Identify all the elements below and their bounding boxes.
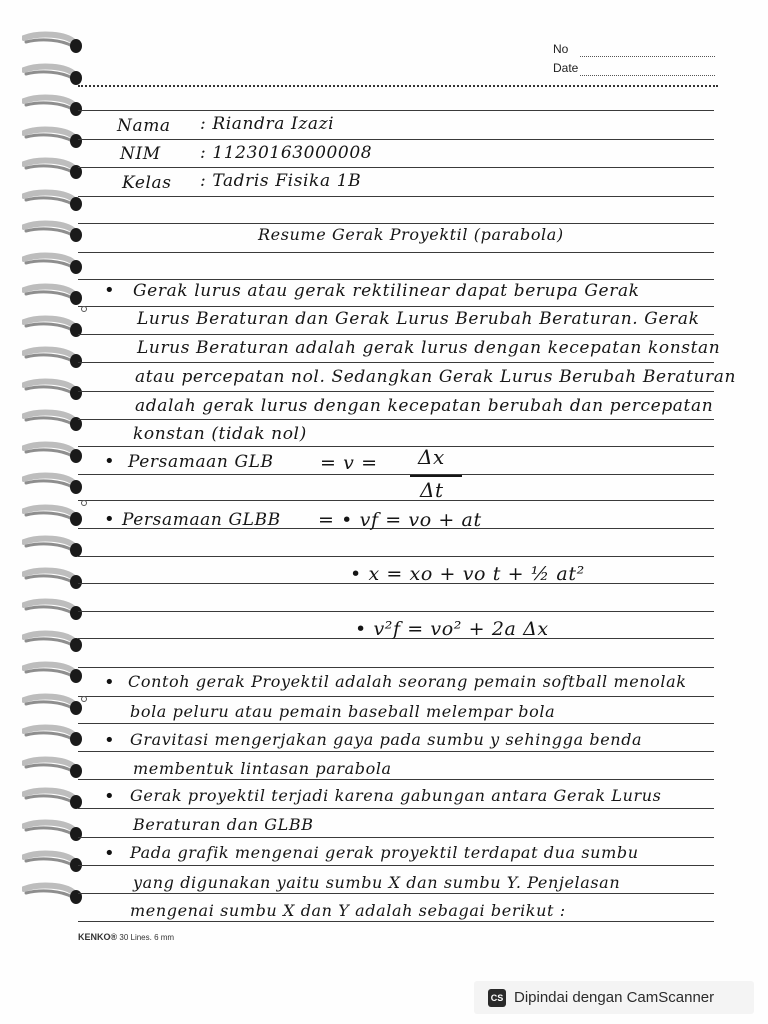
no-line [580,56,715,57]
bullet-line: Contoh gerak Proyektil adalah seorang pemain softball menolak [128,672,687,691]
ruled-line [78,723,714,724]
ruled-line [78,252,714,253]
paragraph1-line: Lurus Beraturan dan Gerak Lurus Berubah Beraturan. Gerak [137,309,700,329]
brand-name: KENKO® [78,932,118,942]
glbb-eq3: • v²f = vo² + 2a Δx [355,618,549,640]
ruled-line [78,893,714,894]
paragraph1-line: Gerak lurus atau gerak rektilinear dapat berupa Gerak [133,281,640,301]
margin-hole [81,500,87,506]
spiral-coil [22,566,84,592]
no-label: No [553,42,569,56]
spiral-coil [22,849,84,875]
nim-label: NIM [120,144,161,164]
date-line [580,75,715,76]
ruled-line [78,779,714,780]
ruled-line [78,611,714,612]
glb-denominator: Δt [420,478,444,502]
kelas-label: Kelas [122,173,172,193]
top-dotted-rule [78,85,718,91]
kelas-value: : Tadris Fisika 1B [200,171,362,191]
ruled-line [78,223,714,224]
ruled-line [78,362,714,363]
bullet-dot: • [104,451,115,472]
ruled-line [78,139,714,140]
spiral-coil [22,440,84,466]
fraction-bar [410,475,462,477]
bullet-dot: • [104,730,115,751]
spiral-coil [22,125,84,151]
bullet-line: Beraturan dan GLBB [133,815,314,834]
spiral-coil [22,786,84,812]
spiral-coil [22,534,84,560]
ruled-line [78,419,714,420]
glb-label: Persamaan GLB [128,452,274,472]
bullet-line: membentuk lintasan parabola [133,759,392,778]
spiral-coil [22,818,84,844]
ruled-line [78,110,714,111]
ruled-line [78,921,714,922]
spiral-coil [22,282,84,308]
bullet-dot: • [104,672,115,693]
ruled-line [78,667,714,668]
spiral-coil [22,377,84,403]
bullet-line: bola peluru atau pemain baseball melempar bola [130,702,556,721]
ruled-line [78,474,714,475]
ruled-line [78,696,714,697]
glbb-eq2: • x = xo + vo t + ½ at² [350,563,585,585]
page-title: Resume Gerak Proyektil (parabola) [258,225,564,244]
bullet-dot: • [104,843,115,864]
spiral-coil [22,660,84,686]
ruled-line [78,808,714,809]
ruled-line [78,279,714,280]
spiral-coil [22,62,84,88]
spiral-binding [22,30,92,930]
spiral-coil [22,219,84,245]
spiral-coil [22,597,84,623]
ruled-line [78,556,714,557]
camscanner-watermark [474,981,754,1014]
margin-hole [81,306,87,312]
spiral-coil [22,881,84,907]
spiral-coil [22,723,84,749]
bullet-line: Gravitasi mengerjakan gaya pada sumbu y sehingga benda [130,730,643,749]
bullet-line: mengenai sumbu X dan Y adalah sebagai berikut : [130,901,566,920]
notebook-brand [78,932,174,942]
spiral-coil [22,408,84,434]
bullet-line: yang digunakan yaitu sumbu X dan sumbu Y. Penjelasan [133,873,621,892]
spiral-coil [22,188,84,214]
spiral-coil [22,251,84,277]
spiral-coil [22,30,84,56]
camscanner-text: Dipindai dengan CamScanner [514,989,715,1006]
camscanner-logo-icon: CS [488,989,506,1007]
spiral-coil [22,93,84,119]
spiral-coil [22,755,84,781]
ruled-line [78,446,714,447]
nim-value: : 11230163000008 [200,143,373,163]
bullet-line: Gerak proyektil terjadi karena gabungan antara Gerak Lurus [130,786,662,805]
date-label: Date [553,61,579,75]
bullet-dot: • [104,786,115,807]
glb-equals: = v = [320,452,378,474]
spiral-coil [22,156,84,182]
ruled-line [78,500,714,501]
brand-spec: 30 Lines. 6 mm [119,933,175,942]
paragraph1-line: konstan (tidak nol) [133,424,307,444]
ruled-line [78,306,714,307]
nama-value: : Riandra Izazi [200,114,335,134]
nama-label: Nama [117,116,171,136]
spiral-coil [22,692,84,718]
spiral-coil [22,503,84,529]
spiral-coil [22,314,84,340]
ruled-line [78,196,714,197]
margin-hole [81,696,87,702]
glbb-label: Persamaan GLBB [122,510,281,530]
bullet-dot: • [104,280,115,301]
ruled-line [78,167,714,168]
ruled-line [78,865,714,866]
bullet-dot: • [104,509,115,530]
paragraph1-line: adalah gerak lurus dengan kecepatan berubah dan percepatan [135,396,714,416]
glb-numerator: Δx [418,445,445,469]
ruled-line [78,751,714,752]
bullet-line: Pada grafik mengenai gerak proyektil terdapat dua sumbu [130,843,639,862]
ruled-line [78,837,714,838]
ruled-line [78,334,714,335]
ruled-line [78,391,714,392]
spiral-coil [22,471,84,497]
glbb-eq1: = • vf = vo + at [318,509,482,531]
paragraph1-line: atau percepatan nol. Sedangkan Gerak Lurus Berubah Beraturan [135,367,737,387]
spiral-coil [22,629,84,655]
spiral-coil [22,345,84,371]
paragraph1-line: Lurus Beraturan adalah gerak lurus dengan kecepatan konstan [137,338,721,358]
